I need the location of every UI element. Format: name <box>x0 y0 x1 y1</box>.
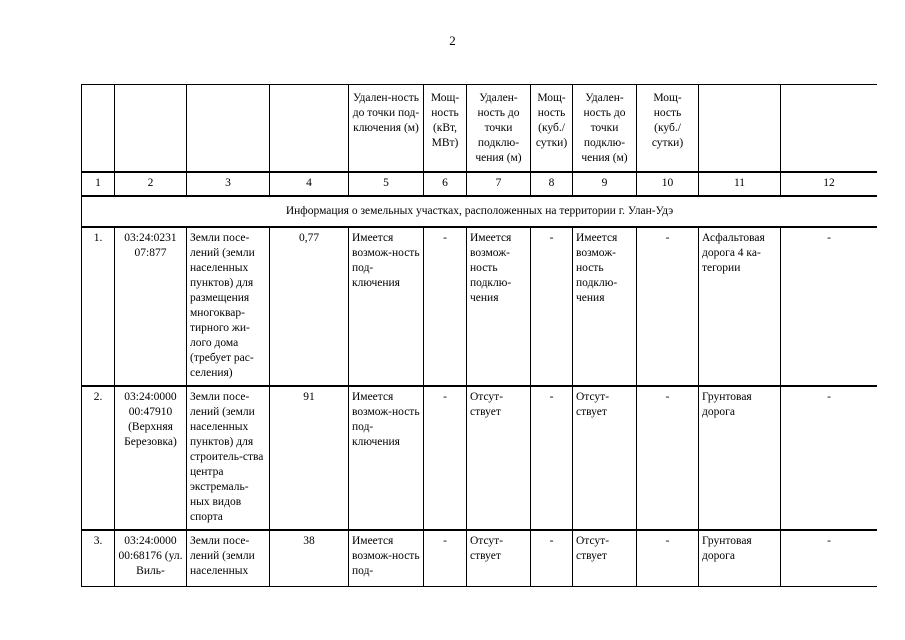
column-number: 5 <box>349 172 424 196</box>
land-category: Земли посе-лений (земли населенных пунктов) для размещения многоквар-тирного жи-лого дома (требует рас-селения) <box>187 227 270 386</box>
page-number: 2 <box>449 33 456 48</box>
land-plots-table <box>81 84 877 587</box>
cadastral-number: 03:24:0000 00:47910 (Верхняя Березовка) <box>115 386 187 530</box>
header-cell-1 <box>82 85 115 173</box>
header-water-power: Мощ-ность (куб./ сутки) <box>531 85 573 173</box>
sewer-distance: Имеется возмож-ность подклю-чения <box>573 227 637 386</box>
electricity-power: - <box>424 530 467 587</box>
land-category: Земли посе-лений (земли населенных <box>187 530 270 587</box>
water-power: - <box>531 530 573 587</box>
sewer-distance: Отсут-ствует <box>573 530 637 587</box>
electricity-distance: Имеется возмож-ность под-ключения <box>349 227 424 386</box>
water-distance: Отсут-ствует <box>467 386 531 530</box>
column-number: 11 <box>699 172 781 196</box>
section-title: Информация о земельных участках, расположенных на территории г. Улан-Удэ <box>82 196 878 227</box>
header-cell-3 <box>187 85 270 173</box>
header-row <box>82 85 878 173</box>
cadastral-number: 03:24:0231 07:877 <box>115 227 187 386</box>
electricity-distance: Имеется возмож-ность под- <box>349 530 424 587</box>
electricity-power: - <box>424 227 467 386</box>
land-category: Земли посе-лений (земли населенных пунктов) для строитель-ства центра экстремаль-ных видов спорта <box>187 386 270 530</box>
water-distance: Отсут-ствует <box>467 530 531 587</box>
column-12-value: - <box>781 530 878 587</box>
header-cell-11 <box>699 85 781 173</box>
column-number-row <box>82 172 878 196</box>
road-access: Грунтовая дорога <box>699 530 781 587</box>
header-cell-12 <box>781 85 878 173</box>
electricity-distance: Имеется возмож-ность под-ключения <box>349 386 424 530</box>
row-number: 3. <box>82 530 115 587</box>
sewer-power: - <box>637 530 699 587</box>
electricity-power: - <box>424 386 467 530</box>
table-row <box>82 227 878 386</box>
area-value: 38 <box>270 530 349 587</box>
land-plots-table-frame <box>81 84 877 587</box>
column-number: 7 <box>467 172 531 196</box>
header-cell-4 <box>270 85 349 173</box>
area-value: 91 <box>270 386 349 530</box>
water-power: - <box>531 227 573 386</box>
column-number: 1 <box>82 172 115 196</box>
sewer-distance: Отсут-ствует <box>573 386 637 530</box>
row-number: 2. <box>82 386 115 530</box>
table-row <box>82 530 878 587</box>
header-cell-2 <box>115 85 187 173</box>
column-number: 12 <box>781 172 878 196</box>
header-sewer-power: Мощ-ность (куб./ сутки) <box>637 85 699 173</box>
header-sewer-distance: Удален-ность до точки подклю-чения (м) <box>573 85 637 173</box>
water-distance: Имеется возмож-ность подклю-чения <box>467 227 531 386</box>
cadastral-number: 03:24:0000 00:68176 (ул. Виль- <box>115 530 187 587</box>
sewer-power: - <box>637 386 699 530</box>
column-number: 3 <box>187 172 270 196</box>
column-number: 4 <box>270 172 349 196</box>
sewer-power: - <box>637 227 699 386</box>
column-number: 10 <box>637 172 699 196</box>
column-number: 8 <box>531 172 573 196</box>
column-12-value: - <box>781 386 878 530</box>
water-power: - <box>531 386 573 530</box>
header-electricity-power: Мощ-ность (кВт, МВт) <box>424 85 467 173</box>
header-water-distance: Удален-ность до точки подклю-чения (м) <box>467 85 531 173</box>
column-number: 9 <box>573 172 637 196</box>
header-electricity-distance: Удален-ность до точки под-ключения (м) <box>349 85 424 173</box>
section-row <box>82 196 878 227</box>
road-access: Асфальтовая дорога 4 ка-тегории <box>699 227 781 386</box>
road-access: Грунтовая дорога <box>699 386 781 530</box>
row-number: 1. <box>82 227 115 386</box>
column-number: 6 <box>424 172 467 196</box>
column-12-value: - <box>781 227 878 386</box>
column-number: 2 <box>115 172 187 196</box>
area-value: 0,77 <box>270 227 349 386</box>
table-row <box>82 386 878 530</box>
